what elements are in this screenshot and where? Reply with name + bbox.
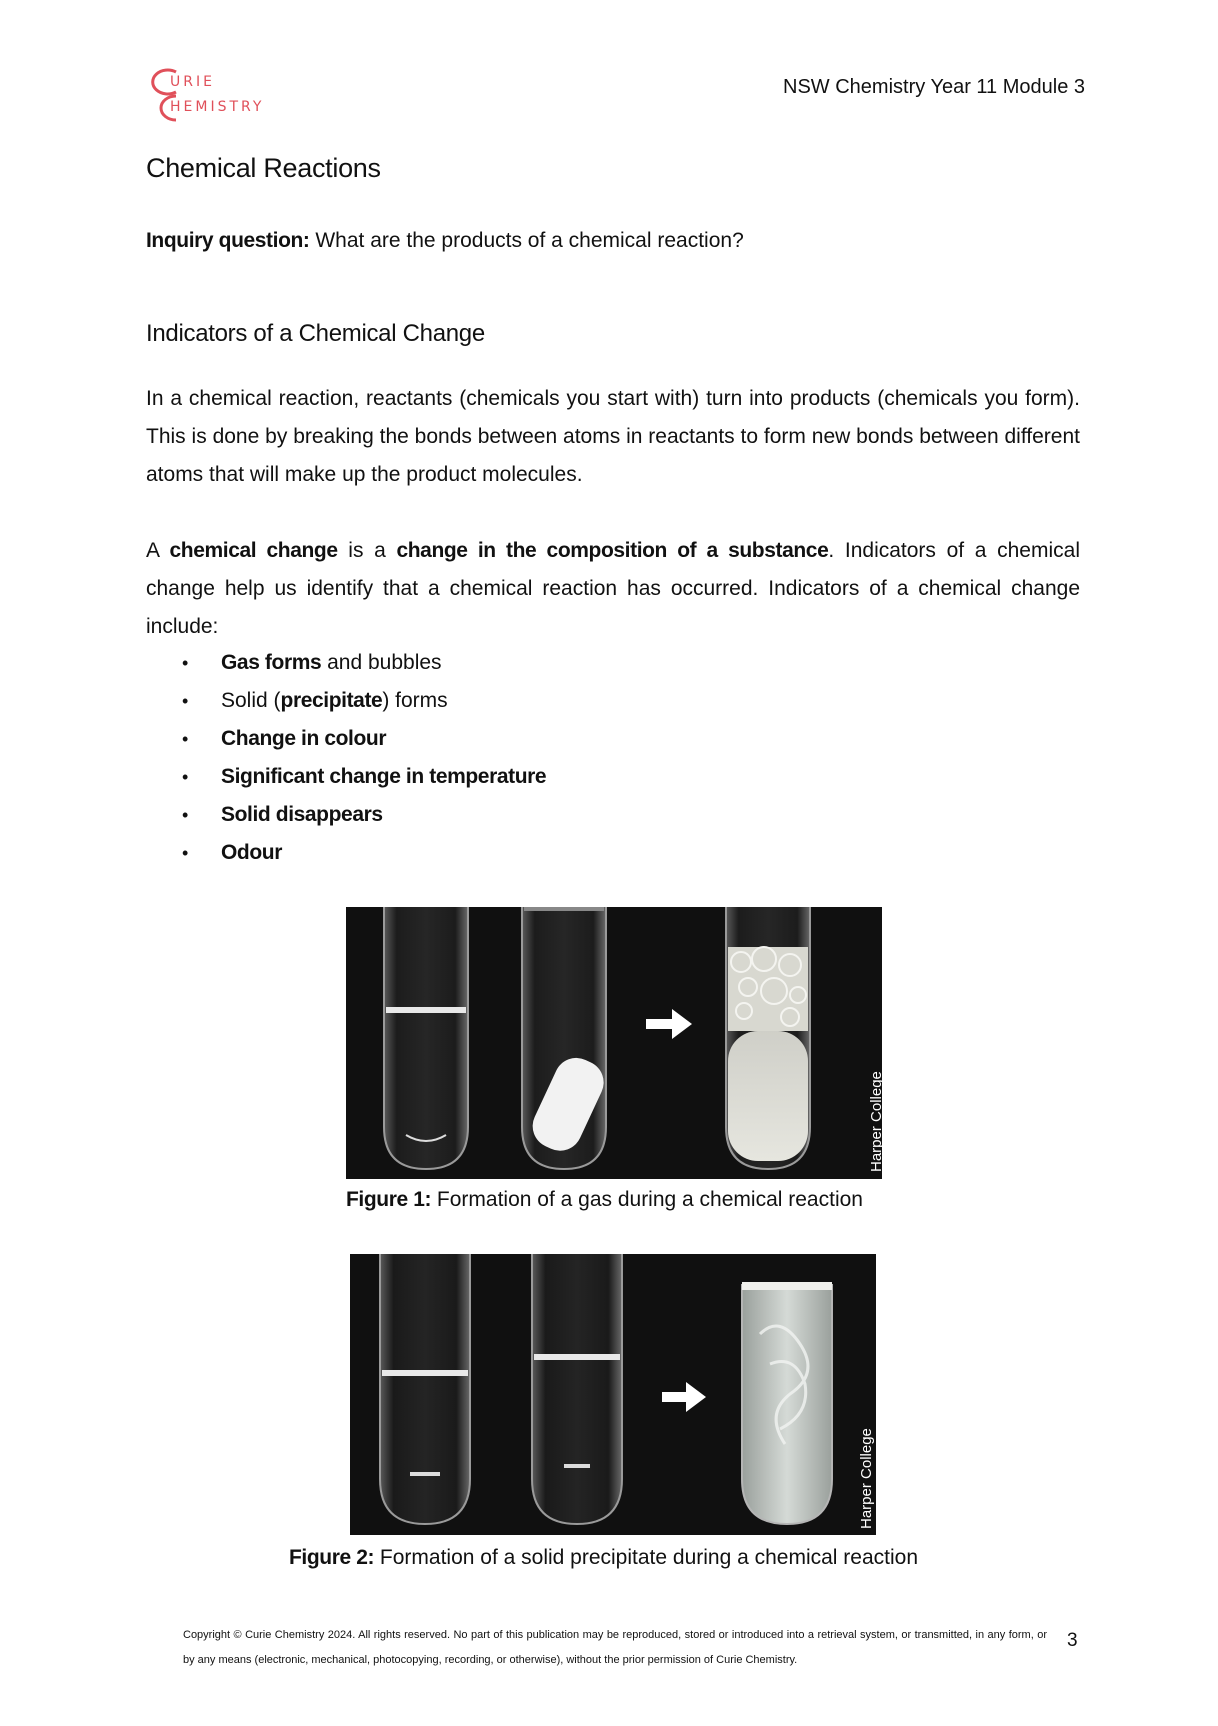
term-composition-change: change in the composition of a substance xyxy=(396,539,829,562)
curie-chemistry-logo xyxy=(146,66,296,128)
photo-credit: Harper College xyxy=(868,1071,885,1172)
list-item xyxy=(146,720,546,758)
paragraph-reactions: In a chemical reaction, reactants (chemicals you start with) turn into products (chemicals you form). This is done by breaking the bonds between atoms in reactants to form new bonds between different atoms that will make up the product molecules. xyxy=(146,387,1080,486)
paragraph-chemical-change xyxy=(146,532,1080,646)
list-item xyxy=(146,644,546,682)
item-bold: Solid disappears xyxy=(221,803,383,826)
bullet-icon: • xyxy=(182,843,189,863)
copyright-notice: Copyright © Curie Chemistry 2024. All rights reserved. No part of this publication may be reproduced, stored or introduced into a retrieval system, or transmitted, in any form, or by any means (electronic, mechanical, photocopying, recording, or otherwise), without the prior permission of Curie Chemistry. xyxy=(183,1629,1047,1666)
item-post: ) forms xyxy=(382,689,448,712)
bullet-icon: • xyxy=(182,691,189,711)
bullet-icon: • xyxy=(182,805,189,825)
figure-1-photo xyxy=(346,907,885,1179)
item-bold: precipitate xyxy=(280,689,383,712)
gas-formation-illustration xyxy=(346,907,882,1179)
bullet-icon: • xyxy=(182,653,189,673)
item-pre: Solid ( xyxy=(221,689,281,712)
section-heading: Indicators of a Chemical Change xyxy=(146,320,485,347)
page-title: Chemical Reactions xyxy=(146,153,381,183)
figure-2-caption xyxy=(289,1546,918,1570)
item-bold: Gas forms xyxy=(221,651,322,674)
figure-2-label: Figure 2: xyxy=(289,1546,375,1569)
photo-credit: Harper College xyxy=(858,1428,875,1529)
page-number: 3 xyxy=(1067,1630,1078,1651)
bullet-icon: • xyxy=(182,729,189,749)
figure-1-label: Figure 1: xyxy=(346,1188,432,1211)
indicators-list xyxy=(146,644,546,872)
item-bold: Significant change in temperature xyxy=(221,765,547,788)
figure-1-caption xyxy=(346,1188,863,1212)
figure-1-caption-text: Formation of a gas during a chemical reaction xyxy=(431,1188,863,1211)
figure-2-photo xyxy=(350,1254,876,1535)
text-run: A xyxy=(146,539,170,562)
list-item xyxy=(146,834,546,872)
inquiry-label: Inquiry question: xyxy=(146,229,310,252)
inquiry-question xyxy=(146,229,744,253)
list-item xyxy=(146,758,546,796)
term-chemical-change: chemical change xyxy=(169,539,338,562)
item-bold: Change in colour xyxy=(221,727,387,750)
list-item xyxy=(146,682,546,720)
text-run: is a xyxy=(337,539,397,562)
course-header: NSW Chemistry Year 11 Module 3 xyxy=(783,76,1085,98)
precipitate-formation-illustration xyxy=(350,1254,876,1535)
figure-2-caption-text: Formation of a solid precipitate during a chemical reaction xyxy=(374,1546,919,1569)
item-post: and bubbles xyxy=(321,651,442,674)
text-run: . Indicators of a chemical change help us identify that a chemical reaction has occurred. Indicators of a chemical change include: xyxy=(146,539,1080,638)
logo-text-line-2: HEMISTRY xyxy=(170,99,265,115)
bullet-icon: • xyxy=(182,767,189,787)
logo-text-line-1: URIE xyxy=(170,74,215,90)
list-item xyxy=(146,796,546,834)
item-bold: Odour xyxy=(221,841,282,864)
inquiry-text: What are the products of a chemical reaction? xyxy=(309,229,744,252)
